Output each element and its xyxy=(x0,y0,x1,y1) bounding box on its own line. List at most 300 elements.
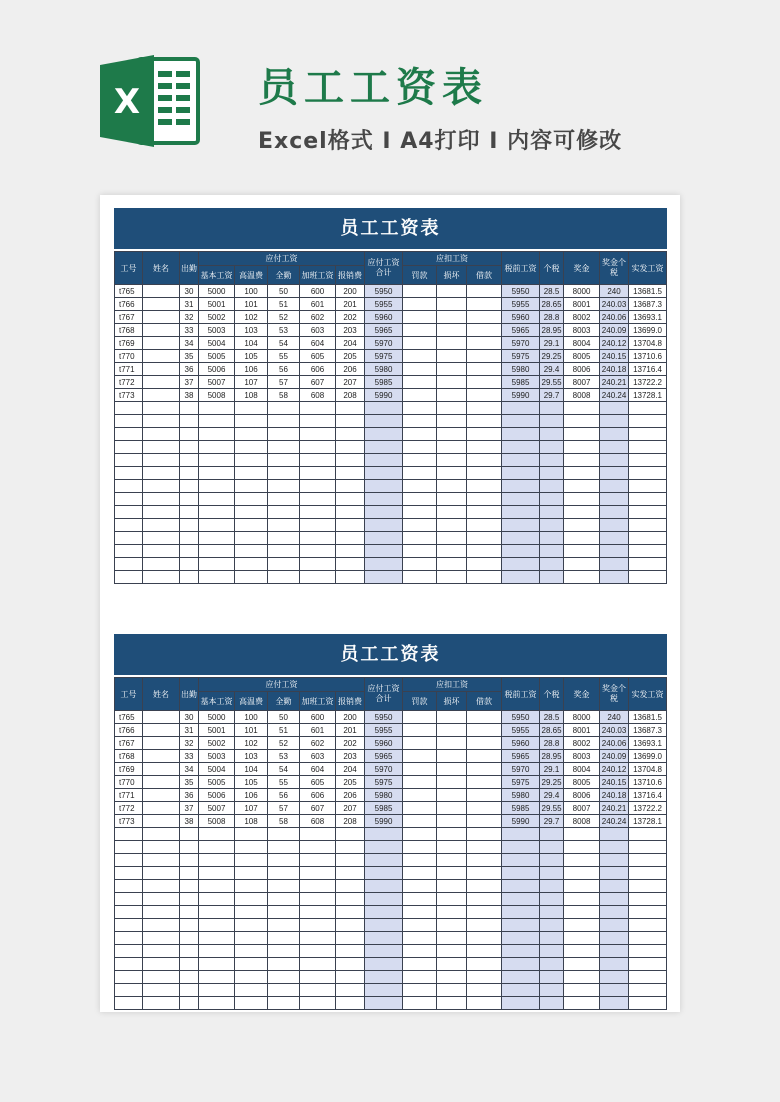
empty-cell[interactable] xyxy=(180,454,199,467)
empty-cell[interactable] xyxy=(564,841,600,854)
cell-heat[interactable]: 100 xyxy=(235,285,268,298)
empty-cell[interactable] xyxy=(437,545,467,558)
empty-cell[interactable] xyxy=(502,493,540,506)
cell-base[interactable]: 5004 xyxy=(199,763,235,776)
empty-cell[interactable] xyxy=(115,841,143,854)
cell-att[interactable]: 36 xyxy=(180,363,199,376)
cell-full[interactable]: 53 xyxy=(268,324,300,337)
cell-reimb[interactable]: 206 xyxy=(336,789,365,802)
cell-net[interactable]: 13699.0 xyxy=(629,324,667,337)
empty-cell[interactable] xyxy=(467,945,502,958)
empty-cell[interactable] xyxy=(365,906,403,919)
cell-heat[interactable]: 107 xyxy=(235,376,268,389)
empty-cell[interactable] xyxy=(502,958,540,971)
cell-btax[interactable]: 240.15 xyxy=(600,776,629,789)
cell-net[interactable]: 13722.2 xyxy=(629,376,667,389)
empty-cell[interactable] xyxy=(629,454,667,467)
cell-att[interactable]: 32 xyxy=(180,311,199,324)
cell-id[interactable]: t773 xyxy=(115,389,143,402)
cell-loan[interactable] xyxy=(467,337,502,350)
cell-damage[interactable] xyxy=(437,298,467,311)
empty-cell[interactable] xyxy=(365,506,403,519)
empty-cell[interactable] xyxy=(564,519,600,532)
empty-cell[interactable] xyxy=(300,958,336,971)
empty-cell[interactable] xyxy=(540,893,564,906)
empty-cell[interactable] xyxy=(403,893,437,906)
empty-cell[interactable] xyxy=(300,571,336,584)
cell-pretax[interactable]: 5980 xyxy=(502,789,540,802)
empty-cell[interactable] xyxy=(235,441,268,454)
empty-cell[interactable] xyxy=(365,480,403,493)
empty-cell[interactable] xyxy=(600,841,629,854)
cell-fine[interactable] xyxy=(403,298,437,311)
empty-cell[interactable] xyxy=(235,854,268,867)
empty-cell[interactable] xyxy=(403,984,437,997)
cell-pretax[interactable]: 5980 xyxy=(502,363,540,376)
empty-cell[interactable] xyxy=(564,506,600,519)
empty-cell[interactable] xyxy=(199,480,235,493)
cell-name[interactable] xyxy=(143,724,180,737)
empty-cell[interactable] xyxy=(199,867,235,880)
cell-loan[interactable] xyxy=(467,750,502,763)
empty-cell[interactable] xyxy=(235,480,268,493)
empty-cell[interactable] xyxy=(180,441,199,454)
cell-id[interactable]: t766 xyxy=(115,298,143,311)
empty-cell[interactable] xyxy=(564,402,600,415)
empty-cell[interactable] xyxy=(365,428,403,441)
cell-ot[interactable]: 607 xyxy=(300,376,336,389)
cell-ot[interactable]: 603 xyxy=(300,324,336,337)
empty-cell[interactable] xyxy=(437,945,467,958)
cell-damage[interactable] xyxy=(437,389,467,402)
empty-cell[interactable] xyxy=(437,893,467,906)
empty-cell[interactable] xyxy=(437,971,467,984)
cell-damage[interactable] xyxy=(437,363,467,376)
empty-cell[interactable] xyxy=(268,945,300,958)
empty-cell[interactable] xyxy=(403,454,437,467)
cell-loan[interactable] xyxy=(467,350,502,363)
empty-cell[interactable] xyxy=(115,971,143,984)
empty-cell[interactable] xyxy=(180,958,199,971)
empty-cell[interactable] xyxy=(540,402,564,415)
empty-cell[interactable] xyxy=(600,415,629,428)
empty-cell[interactable] xyxy=(336,428,365,441)
empty-cell[interactable] xyxy=(115,919,143,932)
empty-cell[interactable] xyxy=(199,919,235,932)
cell-id[interactable]: t768 xyxy=(115,324,143,337)
cell-base[interactable]: 5005 xyxy=(199,350,235,363)
cell-id[interactable]: t768 xyxy=(115,750,143,763)
cell-base[interactable]: 5005 xyxy=(199,776,235,789)
empty-cell[interactable] xyxy=(143,828,180,841)
cell-reimb[interactable]: 201 xyxy=(336,724,365,737)
empty-cell[interactable] xyxy=(336,971,365,984)
empty-cell[interactable] xyxy=(437,997,467,1010)
empty-cell[interactable] xyxy=(600,893,629,906)
empty-cell[interactable] xyxy=(365,919,403,932)
empty-cell[interactable] xyxy=(199,545,235,558)
empty-cell[interactable] xyxy=(300,441,336,454)
cell-tax[interactable]: 28.5 xyxy=(540,711,564,724)
empty-cell[interactable] xyxy=(336,558,365,571)
cell-tax[interactable]: 29.4 xyxy=(540,363,564,376)
cell-net[interactable]: 13728.1 xyxy=(629,389,667,402)
empty-cell[interactable] xyxy=(403,558,437,571)
empty-cell[interactable] xyxy=(365,932,403,945)
cell-damage[interactable] xyxy=(437,737,467,750)
cell-btax[interactable]: 240.09 xyxy=(600,324,629,337)
cell-loan[interactable] xyxy=(467,724,502,737)
cell-fine[interactable] xyxy=(403,376,437,389)
cell-reimb[interactable]: 201 xyxy=(336,298,365,311)
empty-cell[interactable] xyxy=(437,480,467,493)
empty-cell[interactable] xyxy=(336,906,365,919)
empty-cell[interactable] xyxy=(564,480,600,493)
empty-cell[interactable] xyxy=(564,467,600,480)
cell-net[interactable]: 13693.1 xyxy=(629,311,667,324)
empty-cell[interactable] xyxy=(437,919,467,932)
empty-cell[interactable] xyxy=(629,828,667,841)
cell-id[interactable]: t772 xyxy=(115,376,143,389)
empty-cell[interactable] xyxy=(502,571,540,584)
empty-cell[interactable] xyxy=(199,454,235,467)
empty-cell[interactable] xyxy=(180,945,199,958)
empty-cell[interactable] xyxy=(199,828,235,841)
cell-tax[interactable]: 28.65 xyxy=(541,725,562,735)
empty-cell[interactable] xyxy=(403,415,437,428)
cell-att[interactable]: 34 xyxy=(180,763,199,776)
empty-cell[interactable] xyxy=(365,545,403,558)
cell-name[interactable] xyxy=(143,350,180,363)
cell-id[interactable]: t767 xyxy=(115,311,143,324)
empty-cell[interactable] xyxy=(235,519,268,532)
empty-cell[interactable] xyxy=(143,402,180,415)
cell-fine[interactable] xyxy=(403,815,437,828)
cell-heat[interactable]: 103 xyxy=(235,324,268,337)
empty-cell[interactable] xyxy=(268,880,300,893)
cell-bonus[interactable]: 8006 xyxy=(564,789,600,802)
empty-cell[interactable] xyxy=(235,867,268,880)
cell-loan[interactable] xyxy=(467,376,502,389)
cell-full[interactable]: 54 xyxy=(268,337,300,350)
cell-btax[interactable]: 240.18 xyxy=(600,363,629,376)
empty-cell[interactable] xyxy=(268,532,300,545)
cell-total[interactable]: 5965 xyxy=(365,750,403,763)
cell-att[interactable]: 38 xyxy=(180,815,199,828)
empty-cell[interactable] xyxy=(336,828,365,841)
cell-full[interactable]: 55 xyxy=(268,776,300,789)
empty-cell[interactable] xyxy=(143,932,180,945)
cell-total[interactable]: 5990 xyxy=(365,389,403,402)
empty-cell[interactable] xyxy=(403,506,437,519)
empty-cell[interactable] xyxy=(235,893,268,906)
empty-cell[interactable] xyxy=(300,906,336,919)
cell-fine[interactable] xyxy=(403,311,437,324)
cell-total[interactable]: 5955 xyxy=(365,298,403,311)
empty-cell[interactable] xyxy=(600,867,629,880)
empty-cell[interactable] xyxy=(235,880,268,893)
cell-full[interactable]: 56 xyxy=(268,363,300,376)
empty-cell[interactable] xyxy=(115,828,143,841)
cell-reimb[interactable]: 208 xyxy=(336,815,365,828)
empty-cell[interactable] xyxy=(502,441,540,454)
empty-cell[interactable] xyxy=(268,971,300,984)
cell-id[interactable]: t765 xyxy=(115,711,143,724)
empty-cell[interactable] xyxy=(180,532,199,545)
cell-bonus[interactable]: 8004 xyxy=(564,337,600,350)
empty-cell[interactable] xyxy=(300,945,336,958)
empty-cell[interactable] xyxy=(268,984,300,997)
cell-damage[interactable] xyxy=(437,763,467,776)
empty-cell[interactable] xyxy=(199,841,235,854)
empty-cell[interactable] xyxy=(143,906,180,919)
empty-cell[interactable] xyxy=(600,997,629,1010)
cell-loan[interactable] xyxy=(467,711,502,724)
cell-loan[interactable] xyxy=(467,763,502,776)
empty-cell[interactable] xyxy=(629,467,667,480)
cell-tax[interactable]: 28.95 xyxy=(541,751,562,761)
cell-pretax[interactable]: 5950 xyxy=(502,285,540,298)
cell-loan[interactable] xyxy=(467,802,502,815)
cell-name[interactable] xyxy=(143,737,180,750)
empty-cell[interactable] xyxy=(235,958,268,971)
empty-cell[interactable] xyxy=(467,545,502,558)
empty-cell[interactable] xyxy=(143,958,180,971)
cell-bonus[interactable]: 8004 xyxy=(564,763,600,776)
cell-damage[interactable] xyxy=(437,311,467,324)
empty-cell[interactable] xyxy=(502,932,540,945)
cell-btax[interactable]: 240.09 xyxy=(600,750,629,763)
empty-cell[interactable] xyxy=(467,402,502,415)
empty-cell[interactable] xyxy=(629,532,667,545)
empty-cell[interactable] xyxy=(540,480,564,493)
cell-base[interactable]: 5006 xyxy=(199,363,235,376)
cell-name[interactable] xyxy=(143,711,180,724)
cell-fine[interactable] xyxy=(403,711,437,724)
empty-cell[interactable] xyxy=(629,415,667,428)
empty-cell[interactable] xyxy=(336,945,365,958)
empty-cell[interactable] xyxy=(467,428,502,441)
cell-base[interactable]: 5003 xyxy=(199,750,235,763)
empty-cell[interactable] xyxy=(235,545,268,558)
empty-cell[interactable] xyxy=(199,506,235,519)
cell-id[interactable]: t765 xyxy=(115,285,143,298)
empty-cell[interactable] xyxy=(502,906,540,919)
empty-cell[interactable] xyxy=(629,571,667,584)
cell-full[interactable]: 53 xyxy=(268,750,300,763)
empty-cell[interactable] xyxy=(180,480,199,493)
empty-cell[interactable] xyxy=(336,880,365,893)
cell-name[interactable] xyxy=(143,376,180,389)
cell-reimb[interactable]: 208 xyxy=(336,389,365,402)
empty-cell[interactable] xyxy=(600,493,629,506)
empty-cell[interactable] xyxy=(180,997,199,1010)
empty-cell[interactable] xyxy=(199,571,235,584)
empty-cell[interactable] xyxy=(180,571,199,584)
empty-cell[interactable] xyxy=(403,545,437,558)
empty-cell[interactable] xyxy=(143,441,180,454)
empty-cell[interactable] xyxy=(235,532,268,545)
empty-cell[interactable] xyxy=(115,997,143,1010)
empty-cell[interactable] xyxy=(268,571,300,584)
cell-fine[interactable] xyxy=(403,737,437,750)
cell-tax[interactable]: 29.7 xyxy=(540,815,564,828)
empty-cell[interactable] xyxy=(143,532,180,545)
cell-att[interactable]: 31 xyxy=(180,724,199,737)
empty-cell[interactable] xyxy=(365,441,403,454)
empty-cell[interactable] xyxy=(268,932,300,945)
empty-cell[interactable] xyxy=(502,545,540,558)
empty-cell[interactable] xyxy=(235,984,268,997)
cell-btax[interactable]: 240.15 xyxy=(600,350,629,363)
empty-cell[interactable] xyxy=(268,841,300,854)
cell-heat[interactable]: 105 xyxy=(235,776,268,789)
cell-loan[interactable] xyxy=(467,298,502,311)
empty-cell[interactable] xyxy=(268,854,300,867)
empty-cell[interactable] xyxy=(600,906,629,919)
cell-heat[interactable]: 101 xyxy=(235,298,268,311)
empty-cell[interactable] xyxy=(143,480,180,493)
empty-cell[interactable] xyxy=(336,480,365,493)
cell-bonus[interactable]: 8005 xyxy=(564,350,600,363)
cell-heat[interactable]: 107 xyxy=(235,802,268,815)
cell-damage[interactable] xyxy=(437,724,467,737)
cell-name[interactable] xyxy=(143,815,180,828)
empty-cell[interactable] xyxy=(467,415,502,428)
cell-ot[interactable]: 608 xyxy=(300,815,336,828)
cell-btax[interactable]: 240.21 xyxy=(600,802,629,815)
cell-bonus[interactable]: 8008 xyxy=(564,815,600,828)
cell-reimb[interactable]: 202 xyxy=(336,311,365,324)
empty-cell[interactable] xyxy=(365,867,403,880)
empty-cell[interactable] xyxy=(300,402,336,415)
empty-cell[interactable] xyxy=(365,532,403,545)
empty-cell[interactable] xyxy=(629,880,667,893)
empty-cell[interactable] xyxy=(629,906,667,919)
cell-id[interactable]: t771 xyxy=(115,363,143,376)
empty-cell[interactable] xyxy=(115,493,143,506)
cell-reimb[interactable]: 203 xyxy=(336,750,365,763)
empty-cell[interactable] xyxy=(629,558,667,571)
cell-tax[interactable]: 29.25 xyxy=(541,351,562,361)
cell-reimb[interactable]: 203 xyxy=(336,324,365,337)
empty-cell[interactable] xyxy=(502,402,540,415)
cell-pretax[interactable]: 5960 xyxy=(502,311,540,324)
cell-name[interactable] xyxy=(143,285,180,298)
empty-cell[interactable] xyxy=(143,519,180,532)
cell-name[interactable] xyxy=(143,298,180,311)
empty-cell[interactable] xyxy=(540,493,564,506)
empty-cell[interactable] xyxy=(115,958,143,971)
empty-cell[interactable] xyxy=(115,558,143,571)
cell-base[interactable]: 5000 xyxy=(199,711,235,724)
empty-cell[interactable] xyxy=(199,932,235,945)
empty-cell[interactable] xyxy=(199,906,235,919)
empty-cell[interactable] xyxy=(600,945,629,958)
cell-btax[interactable]: 240.06 xyxy=(600,737,629,750)
cell-att[interactable]: 37 xyxy=(180,376,199,389)
empty-cell[interactable] xyxy=(199,441,235,454)
empty-cell[interactable] xyxy=(365,880,403,893)
cell-base[interactable]: 5001 xyxy=(199,724,235,737)
empty-cell[interactable] xyxy=(336,415,365,428)
cell-damage[interactable] xyxy=(437,285,467,298)
cell-reimb[interactable]: 206 xyxy=(336,363,365,376)
empty-cell[interactable] xyxy=(199,428,235,441)
empty-cell[interactable] xyxy=(437,428,467,441)
empty-cell[interactable] xyxy=(180,893,199,906)
empty-cell[interactable] xyxy=(336,854,365,867)
empty-cell[interactable] xyxy=(629,480,667,493)
empty-cell[interactable] xyxy=(403,441,437,454)
cell-btax[interactable]: 240.18 xyxy=(600,789,629,802)
empty-cell[interactable] xyxy=(437,441,467,454)
cell-bonus[interactable]: 8005 xyxy=(564,776,600,789)
cell-ot[interactable]: 602 xyxy=(300,737,336,750)
cell-name[interactable] xyxy=(143,776,180,789)
cell-total[interactable]: 5985 xyxy=(365,802,403,815)
empty-cell[interactable] xyxy=(600,919,629,932)
empty-cell[interactable] xyxy=(502,919,540,932)
empty-cell[interactable] xyxy=(336,841,365,854)
cell-loan[interactable] xyxy=(467,815,502,828)
cell-base[interactable]: 5003 xyxy=(199,324,235,337)
cell-net[interactable]: 13716.4 xyxy=(629,363,667,376)
cell-reimb[interactable]: 204 xyxy=(336,763,365,776)
empty-cell[interactable] xyxy=(268,493,300,506)
empty-cell[interactable] xyxy=(300,854,336,867)
empty-cell[interactable] xyxy=(300,519,336,532)
empty-cell[interactable] xyxy=(403,493,437,506)
empty-cell[interactable] xyxy=(437,519,467,532)
empty-cell[interactable] xyxy=(629,971,667,984)
cell-heat[interactable]: 108 xyxy=(235,815,268,828)
empty-cell[interactable] xyxy=(467,893,502,906)
cell-base[interactable]: 5008 xyxy=(199,389,235,402)
empty-cell[interactable] xyxy=(600,402,629,415)
empty-cell[interactable] xyxy=(268,558,300,571)
empty-cell[interactable] xyxy=(180,919,199,932)
cell-btax[interactable]: 240.12 xyxy=(600,337,629,350)
cell-reimb[interactable]: 205 xyxy=(336,776,365,789)
cell-total[interactable]: 5975 xyxy=(365,350,403,363)
empty-cell[interactable] xyxy=(300,454,336,467)
empty-cell[interactable] xyxy=(268,441,300,454)
empty-cell[interactable] xyxy=(403,428,437,441)
empty-cell[interactable] xyxy=(564,880,600,893)
cell-btax[interactable]: 240 xyxy=(600,285,629,298)
cell-full[interactable]: 58 xyxy=(268,815,300,828)
empty-cell[interactable] xyxy=(143,919,180,932)
cell-reimb[interactable]: 200 xyxy=(336,285,365,298)
cell-tax[interactable]: 28.8 xyxy=(540,737,564,750)
cell-full[interactable]: 52 xyxy=(268,311,300,324)
empty-cell[interactable] xyxy=(268,906,300,919)
cell-full[interactable]: 51 xyxy=(268,298,300,311)
empty-cell[interactable] xyxy=(629,402,667,415)
empty-cell[interactable] xyxy=(403,958,437,971)
empty-cell[interactable] xyxy=(502,454,540,467)
cell-damage[interactable] xyxy=(437,789,467,802)
cell-att[interactable]: 36 xyxy=(180,789,199,802)
cell-damage[interactable] xyxy=(437,337,467,350)
empty-cell[interactable] xyxy=(268,545,300,558)
empty-cell[interactable] xyxy=(600,932,629,945)
empty-cell[interactable] xyxy=(629,545,667,558)
empty-cell[interactable] xyxy=(600,441,629,454)
cell-ot[interactable]: 607 xyxy=(300,802,336,815)
empty-cell[interactable] xyxy=(540,984,564,997)
